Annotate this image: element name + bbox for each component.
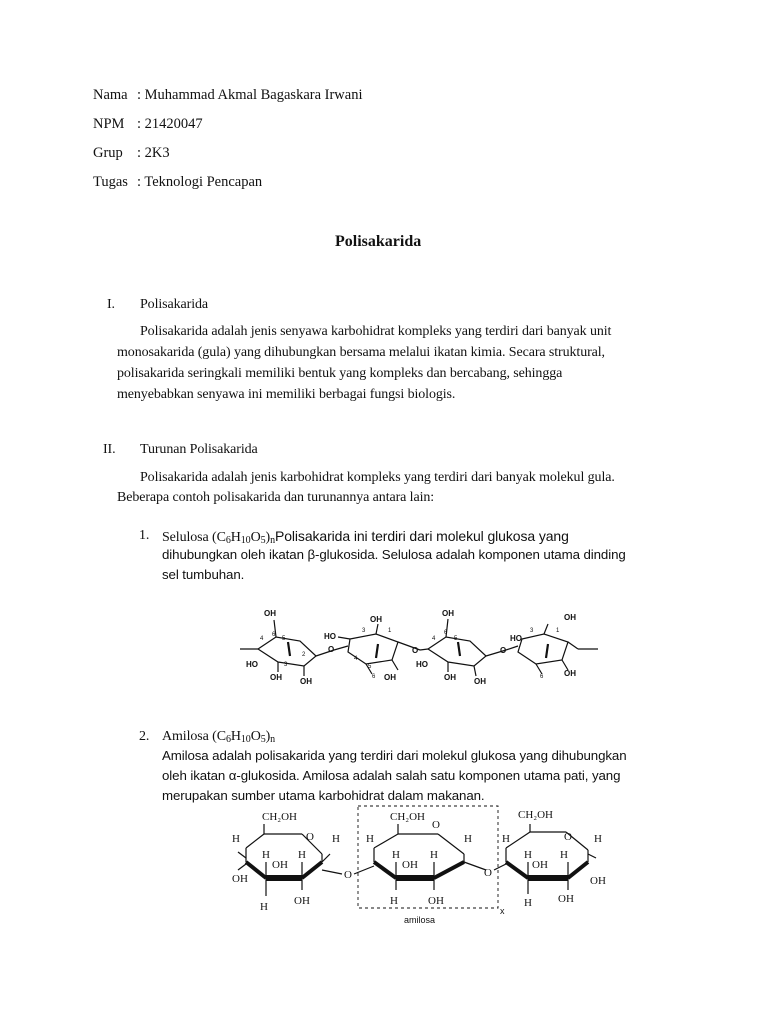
- label-h: H: [366, 833, 374, 845]
- label-h: H: [560, 849, 568, 861]
- label-o: O: [306, 831, 314, 843]
- label-o: O: [484, 867, 492, 879]
- info-value-task: : Teknologi Pencapan: [137, 174, 263, 190]
- section-1-line: menyebabkan senyawa ini memiliki berbagai fungsi biologis.: [117, 387, 456, 402]
- label-ho: HO: [246, 660, 258, 669]
- item-2-line: Amilosa adalah polisakarida yang terdiri dari molekul glukosa yang dihubungkan: [162, 748, 627, 763]
- section-2-numeral: II.: [103, 442, 116, 457]
- label-oh: OH: [300, 677, 312, 686]
- carbon-number: 3: [362, 628, 366, 634]
- glucose-ring-2: [334, 624, 420, 674]
- label-oh: OH: [444, 673, 456, 682]
- info-value-name: : Muhammad Akmal Bagaskara Irwani: [137, 87, 363, 103]
- label-h: H: [390, 895, 398, 907]
- item-2-line: merupakan sumber utama karbohidrat dalam makanan.: [162, 788, 485, 803]
- label-oh: OH: [428, 895, 444, 907]
- carbon-number: 1: [388, 628, 392, 634]
- label-ho: HO: [416, 660, 428, 669]
- carbon-number: 6: [540, 674, 544, 680]
- carbon-number: 2: [302, 652, 306, 658]
- label-h: H: [332, 833, 340, 845]
- section-1-heading: Polisakarida: [140, 297, 209, 312]
- label-oh: OH: [402, 859, 418, 871]
- label-o: O: [328, 645, 335, 654]
- label-oh: OH: [532, 859, 548, 871]
- label-h: H: [392, 849, 400, 861]
- section-1-line: polisakarida seringkali memiliki bentuk yang kompleks dan bercabang, sehingga: [117, 366, 563, 381]
- section-2-heading: Turunan Polisakarida: [140, 442, 258, 457]
- label-repeat-x: x: [500, 906, 505, 916]
- label-ho: HO: [510, 634, 522, 643]
- glucose-ring-3: [420, 619, 506, 676]
- page-title: Polisakarida: [335, 233, 422, 250]
- section-1-line: Polisakarida adalah jenis senyawa karbohidrat kompleks yang terdiri dari banyak unit: [140, 324, 612, 339]
- label-h: H: [430, 849, 438, 861]
- label-oh: OH: [272, 859, 288, 871]
- info-label-npm: NPM: [93, 116, 125, 132]
- item-2-line: oleh ikatan α-glukosida. Amilosa adalah salah satu komponen utama pati, yang: [162, 768, 621, 783]
- item-1-line: dihubungkan oleh ikatan β-glukosida. Selulosa adalah komponen utama dinding: [162, 547, 626, 562]
- carbon-number: 5: [368, 664, 372, 670]
- amylose-ring-1: [238, 824, 342, 896]
- carbon-number: 3: [284, 662, 288, 668]
- label-oh: OH: [384, 673, 396, 682]
- glucose-ring-4: [506, 624, 578, 674]
- label-oh: OH: [442, 609, 454, 618]
- carbon-number: 5: [282, 636, 286, 642]
- amylose-caption: amilosa: [404, 915, 436, 925]
- carbon-number: 6: [444, 630, 448, 636]
- label-oh: OH: [294, 895, 310, 907]
- info-label-group: Grup: [93, 145, 123, 161]
- section-2-line: Polisakarida adalah jenis karbohidrat kompleks yang terdiri dari banyak molekul gula.: [140, 470, 615, 485]
- label-h: H: [298, 849, 306, 861]
- info-value-group: : 2K3: [137, 145, 170, 161]
- label-h: H: [260, 901, 268, 913]
- section-2-line: Beberapa contoh polisakarida dan turunannya antara lain:: [117, 490, 435, 505]
- label-ch2oh: CH₂OH: [518, 809, 554, 821]
- label-h: H: [464, 833, 472, 845]
- label-oh: OH: [474, 677, 486, 686]
- carbon-number: 3: [530, 628, 534, 634]
- info-value-npm: : 21420047: [137, 116, 203, 132]
- label-ch2oh: CH₂OH: [390, 811, 426, 823]
- label-oh: OH: [564, 669, 576, 678]
- label-h: H: [232, 833, 240, 845]
- carbon-number: 6: [272, 632, 276, 638]
- label-o: O: [500, 646, 507, 655]
- label-oh: OH: [558, 893, 574, 905]
- label-h: H: [594, 833, 602, 845]
- info-label-name: Nama: [93, 87, 128, 103]
- label-ch2oh: CH₂OH: [262, 811, 298, 823]
- label-o: O: [412, 646, 419, 655]
- section-1-numeral: I.: [107, 297, 115, 312]
- label-o: O: [432, 819, 440, 831]
- label-oh: OH: [232, 873, 248, 885]
- carbon-number: 6: [372, 674, 376, 680]
- label-oh: OH: [270, 673, 282, 682]
- label-ho: HO: [324, 632, 336, 641]
- cellulose-structure-diagram: [238, 604, 600, 686]
- section-1-line: monosakarida (gula) yang dihubungkan bersama melalui ikatan kimia. Secara struktural,: [117, 345, 605, 360]
- carbon-number: 1: [556, 628, 560, 634]
- label-h: H: [524, 897, 532, 909]
- label-h: H: [262, 849, 270, 861]
- carbon-number: 4: [260, 636, 264, 642]
- label-oh: OH: [590, 875, 606, 887]
- label-h: H: [502, 833, 510, 845]
- label-oh: OH: [370, 615, 382, 624]
- amylose-structure-diagram: [224, 804, 614, 926]
- item-1-title: Selulosa $(C_6H_{10}O_5)_nPolisakarida$ ini terdiri dari molekul glukosa yang: [162, 528, 569, 546]
- item-2-number: 2.: [139, 729, 150, 744]
- label-o: O: [344, 869, 352, 881]
- carbon-number: 4: [354, 656, 358, 662]
- label-h: H: [524, 849, 532, 861]
- label-oh: OH: [264, 609, 276, 618]
- carbon-number: 5: [454, 636, 458, 642]
- item-2-title: Amilosa $(C_6H_{10}O_5)_n$: [162, 729, 276, 745]
- label-oh: OH: [564, 613, 576, 622]
- glucose-ring-1: [258, 620, 334, 676]
- carbon-number: 4: [432, 636, 436, 642]
- info-label-task: Tugas: [93, 174, 128, 190]
- label-o: O: [564, 831, 572, 843]
- item-1-number: 1.: [139, 528, 150, 543]
- item-1-line: sel tumbuhan.: [162, 567, 245, 582]
